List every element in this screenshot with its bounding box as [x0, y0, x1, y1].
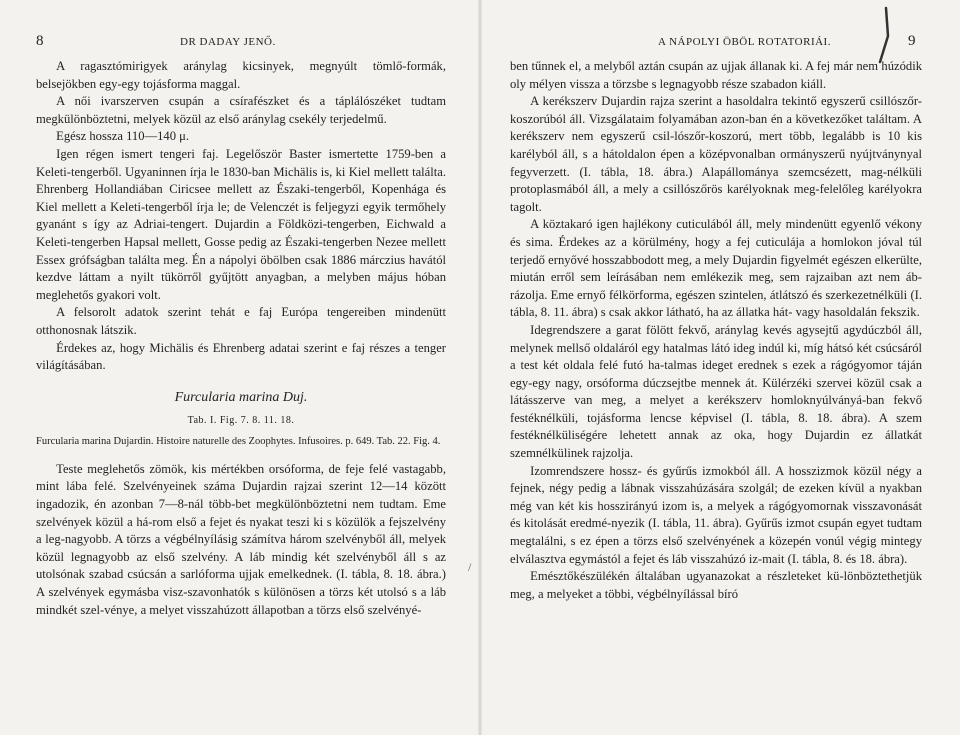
page-number: 8	[36, 33, 44, 49]
paragraph: A ragasztómirigyek aránylag kicsinyek, megnyúlt tömlő-formák, belsejökben egy-egy tojásforma maggal.	[36, 59, 446, 91]
right-page	[480, 0, 960, 735]
running-head: DR DADAY JENŐ.	[180, 36, 276, 48]
paragraph: A kerékszerv Dujardin rajza szerint a hasoldalra tekintő egyszerű csillószőr-koszorúból áll. Vizsgálataim folyamában azon-ban én a következőket találtam. A kerékszerv nem egyszerű csil-lószőr-koszorú, mert több, legalább is 10 kis karélyból áll, s a hátoldalon épen a középvonalban ormányszerű nyújtványnyal fegyverzett. (I. tábla, 18. ábra.) Alapállománya szemcsézett, mag-nélküli protoplasmából áll, a mely a csillószőrös karélyoknak meg-felelőleg karélyokra tagolt.	[510, 94, 922, 214]
paragraph: A női ivarszerven csupán a csírafészket és a táplálószéket tudtam megkülönböztetni, melyek közül az első aránylag csekély terjedelmű.	[36, 94, 446, 126]
running-head: A NÁPOLYI ÖBÖL ROTATORIÁI.	[658, 36, 831, 48]
table-reference: Tab. I. Fig. 7. 8. 11. 18.	[187, 415, 295, 427]
paragraph: Egész hossza 110—140 μ.	[56, 129, 190, 144]
paragraph: A felsorolt adatok szerint tehát e faj Európa tengereiben mindenütt otthonosnak látszik.	[36, 305, 446, 337]
left-body-text	[36, 58, 446, 619]
paragraph: Idegrendszere a garat fölött fekvő, aránylag kevés agysejtű agydúczból áll, melynek mellső oldaláról egy hatalmas látó ideg indúl ki, míg hátsó két csúcsáról a test két oldala felé futó ha-talmas ideget erednek s ezek a rágógyomor táján egy-egy nagy, orsóforma dúczsejtbe mennek át. Külérzéki szervei közül csak a látásszerve van meg, a melyet a kerékszerv homloknyúlványá-ban fekvő festéknélküli, tojásforma lencse képvisel (I. tábla, 8. 18. ábra). A szem festéknélküliségére lehetett annak az oka, hogy Dujardin ez állatkát szemnélkülinek rajzolja.	[510, 322, 922, 461]
paragraph: A köztakaró igen hajlékony cuticulából áll, mely mindenütt egyenlő vékony és sima. Érdekes az a körülmény, hogy a fej cuticulája a homlokon jóval túl terjedő ernyővé hosszabbodott meg, a mely Dujardin figyelmét egészen elkerülte, miután erről sem leírásában nem emlékezik meg, sem rajzaiban azt nem áb-rázolja. Eme ernyő félkörforma, egészen szintelen, átlátszó és szerkezetnélküli (I. tábla, 8. 11. ábra) s csak akkor látható, ha az állatka hát- vagy hasoldalán fekszik.	[510, 217, 922, 320]
right-body-text	[510, 58, 922, 603]
paragraph: ben tűnnek el, a melyből aztán csupán az ujjak állanak ki. A fej már nem húzódik oly mélyen vissza a törzsbe s legnagyobb része szabadon kiáll.	[510, 59, 922, 91]
paragraph: Teste meglehetős zömök, kis mértékben orsóforma, de feje felé vastagabb, mint lába felé. Szelvényeinek száma Dujardin rajzai szerint 12—14 között ingadozik, én azonban 7—8-nál több-bet megkülönböztetni nem tudtam. Eme szelvények közül a há-rom első a fejet és nyakat teszi ki s közülök a fejszelvény a leg-nagyobb. A törzs a végbélnyílásig számítva három szelvényből áll, melyek közül legnagyobb az első szelvény. A láb mindig két szelvényből áll s az utolsónak szabad csúcsán a sarlóforma ujjak emelkednek. (I. tábla, 8. 18. ábra.) A szelvények egymásba visz-szavonhatók s különösen a törzs két utolsó s a láb mindkét szel-vénye, a melyet visszahúzott állapotban a törzs első szelvényé-	[36, 461, 446, 617]
page-number: 9	[908, 33, 916, 49]
paragraph: Izomrendszere hossz- és gyűrűs izmokból áll. A hosszizmok közül négy a fejnek, négy pedig a lábnak visszahúzására szolgál; de ezeken kívül a nyakban még van két kis hosszirányú izom is, a melyek a rágógyomornak visszavonását és kitolását eredmé-nyezik (I. tábla, 11. ábra). Gyűrűs izmot csupán egyet tudtam megtalálni, s ez épen a törzs első szelvényének a közepén vonúl végig mintegy elválasztva egymástól a fejet és láb visszahúzó iz-mait (I. tábla, 8. és 18. ábra).	[510, 463, 922, 566]
paragraph: Emésztőkészülékén általában ugyanazokat a részleteket kü-lönböztethetjük meg, a melyeket a többi, végbélnyílással bíró	[510, 569, 922, 601]
margin-mark-icon: /	[468, 560, 472, 574]
paragraph: Érdekes az, hogy Michälis és Ehrenberg adatai szerint e faj részes a tenger világításában.	[36, 340, 446, 373]
paragraph: Igen régen ismert tengeri faj. Legelőször Baster ismertette 1759-ben a Keleti-tengerből. Ugyaninnen írja le 1830-ban Michälis is, ki Kiel mellett találta. Ehrenberg Hollandiában Ciricsee mellett az Északi-tengerből, Kopenhága és Kiel mellett a Keleti-tengerből írja le; de Velenczét is feljegyzi egyik termőhely gyanánt s így az Adriai-tengert. Dujardin a Földközi-tengerben, Eichwald a Keleti-tengerben Hapsal mellett, Gosse pedig az Északi-tengerben Nezee mellett Essex grófságban találta meg. Én a nápolyi öbölben csak 1886 márczius havától kezdve láttam a nyilt tükörről gyűjtött anyagban, a melyben május hóban meglehetős gyakori volt.	[36, 146, 446, 302]
pen-mark-icon	[866, 6, 896, 66]
section-heading: Furcularia marina Duj.	[174, 389, 308, 405]
citation: Furcularia marina Dujardin. Histoire naturelle des Zoophytes. Infusoires. p. 649. Tab. 22. Fig. 4.	[36, 435, 441, 447]
